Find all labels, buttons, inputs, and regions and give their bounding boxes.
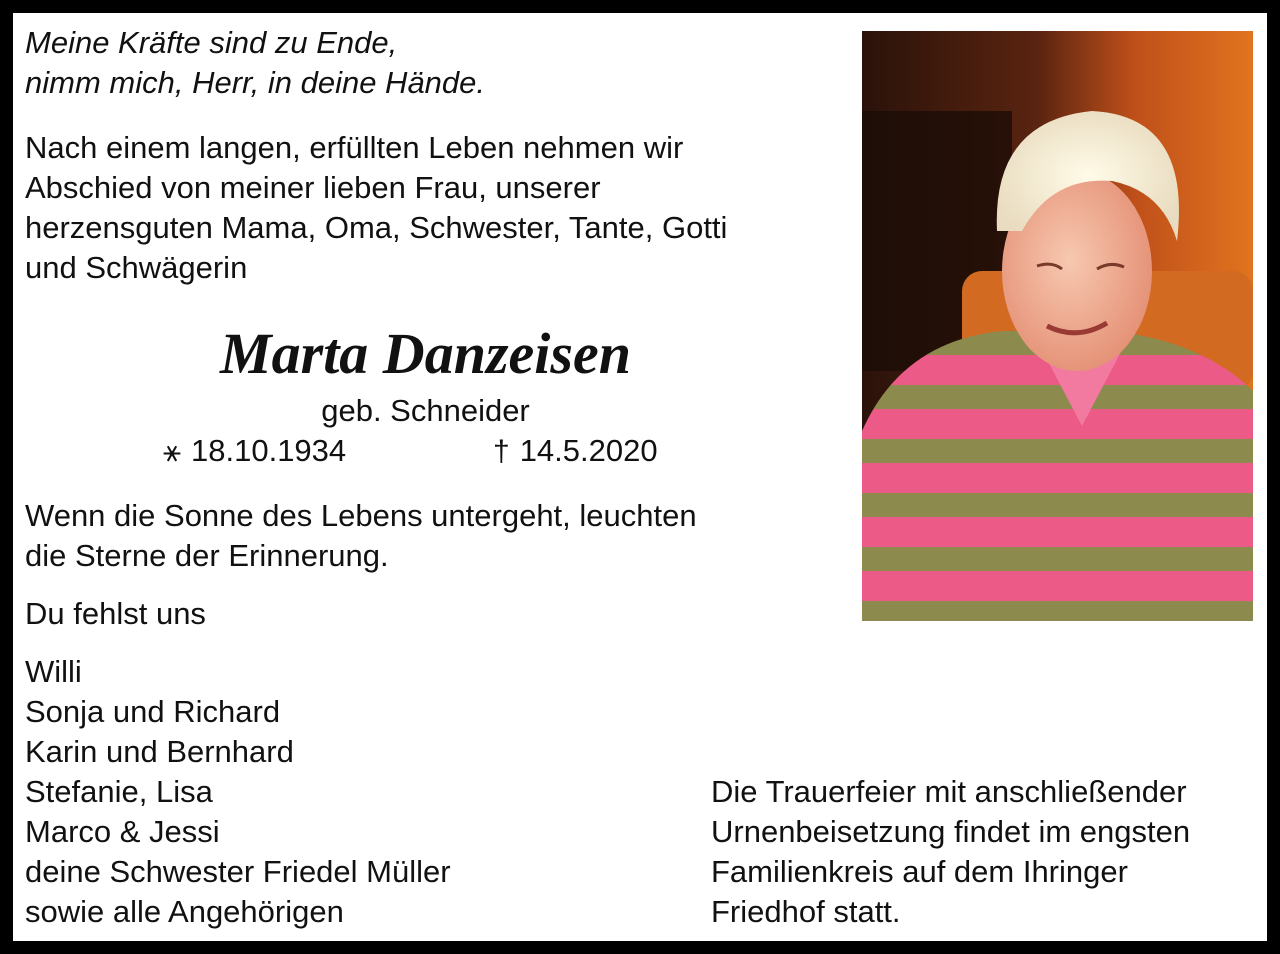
- quote-line: Meine Kräfte sind zu Ende,: [25, 25, 398, 60]
- list-item: sowie alle Angehörigen: [25, 894, 344, 929]
- list-item: Stefanie, Lisa: [25, 774, 213, 809]
- birth-date: 18.10.1934: [191, 433, 347, 468]
- birth-date-line: [163, 431, 346, 472]
- list-item: Marco & Jessi: [25, 814, 220, 849]
- intro-line: herzensguten Mama, Oma, Schwester, Tante, Gotti: [25, 210, 728, 245]
- death-date: 14.5.2020: [519, 433, 658, 468]
- funeral-service-info: [711, 772, 1190, 932]
- service-line: Familienkreis auf dem Ihringer: [711, 854, 1128, 889]
- list-item: deine Schwester Friedel Müller: [25, 854, 451, 889]
- list-item: Karin und Bernhard: [25, 734, 294, 769]
- quote-line: nimm mich, Herr, in deine Hände.: [25, 65, 486, 100]
- intro-line: und Schwägerin: [25, 250, 248, 285]
- intro-line: Abschied von meiner lieben Frau, unserer: [25, 170, 601, 205]
- service-line: Friedhof statt.: [711, 894, 901, 929]
- service-line: Die Trauerfeier mit anschließender: [711, 774, 1187, 809]
- service-line: Urnenbeisetzung findet im engsten: [711, 814, 1191, 849]
- intro-text: [25, 128, 727, 288]
- motto-text: [25, 496, 697, 576]
- motto-line: Wenn die Sonne des Lebens untergeht, leuchten: [25, 498, 697, 533]
- quote-verse: [25, 23, 485, 103]
- cross-icon: †: [493, 435, 510, 468]
- miss-you-text: Du fehlst uns: [25, 596, 206, 631]
- motto-line: die Sterne der Erinnerung.: [25, 538, 389, 573]
- family-list: [25, 652, 451, 932]
- list-item: Sonja und Richard: [25, 694, 281, 729]
- intro-line: Nach einem langen, erfüllten Leben nehmen wir: [25, 130, 684, 165]
- portrait-illustration: [862, 31, 1253, 621]
- portrait-photo: [862, 31, 1253, 621]
- obituary-notice: [13, 13, 1267, 941]
- list-item: Willi: [25, 654, 82, 689]
- birth-star-icon: ⚹: [163, 435, 181, 468]
- death-date-line: [493, 431, 658, 472]
- deceased-name: Marta Danzeisen: [220, 321, 631, 386]
- birth-name: geb. Schneider: [321, 393, 530, 428]
